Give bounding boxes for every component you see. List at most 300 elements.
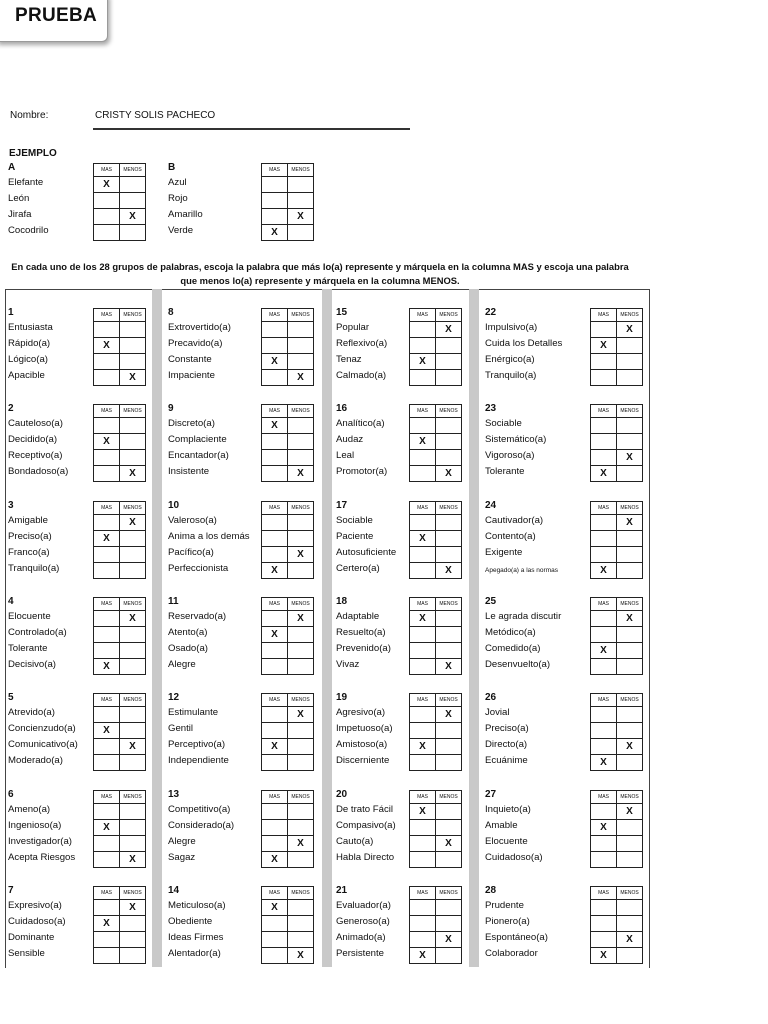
mas-checkbox-cell[interactable] <box>591 611 617 627</box>
menos-checkbox-cell[interactable]: X <box>120 852 146 868</box>
menos-checkbox-cell[interactable]: X <box>288 209 314 225</box>
menos-checkbox-cell[interactable] <box>288 643 314 659</box>
mas-checkbox-cell[interactable] <box>94 209 120 225</box>
menos-checkbox-cell[interactable]: X <box>120 370 146 386</box>
mas-checkbox-cell[interactable] <box>410 820 436 836</box>
mas-checkbox-cell[interactable] <box>410 450 436 466</box>
mas-checkbox-cell[interactable]: X <box>94 723 120 739</box>
menos-checkbox-cell[interactable] <box>120 563 146 579</box>
word-label: Generoso(a) <box>336 916 390 927</box>
mas-checkbox-cell[interactable] <box>591 659 617 675</box>
menos-checkbox-cell[interactable]: X <box>436 707 462 723</box>
menos-checkbox-cell[interactable]: X <box>436 563 462 579</box>
menos-checkbox-cell[interactable] <box>436 900 462 916</box>
menos-checkbox-cell[interactable] <box>288 916 314 932</box>
mas-menos-table <box>93 886 146 964</box>
menos-checkbox-cell[interactable] <box>120 643 146 659</box>
menos-checkbox-cell[interactable] <box>120 418 146 434</box>
mas-checkbox-cell[interactable] <box>591 515 617 531</box>
menos-checkbox-cell[interactable] <box>436 515 462 531</box>
mas-checkbox-cell[interactable] <box>591 418 617 434</box>
mas-checkbox-cell[interactable] <box>94 322 120 338</box>
group-number: 21 <box>336 885 348 896</box>
menos-checkbox-cell[interactable]: X <box>617 932 643 948</box>
mas-checkbox-cell[interactable] <box>410 852 436 868</box>
word-group <box>168 789 321 870</box>
col-header-menos: MENOS <box>120 502 146 515</box>
mas-checkbox-cell[interactable] <box>262 707 288 723</box>
menos-checkbox-cell[interactable]: X <box>617 322 643 338</box>
mas-checkbox-cell[interactable] <box>262 177 288 193</box>
mas-checkbox-cell[interactable]: X <box>410 611 436 627</box>
menos-checkbox-cell[interactable] <box>436 723 462 739</box>
menos-checkbox-cell[interactable] <box>436 531 462 547</box>
menos-checkbox-cell[interactable]: X <box>288 836 314 852</box>
word-label: Competitivo(a) <box>168 804 231 815</box>
mas-checkbox-cell[interactable] <box>262 466 288 482</box>
menos-checkbox-cell[interactable] <box>288 515 314 531</box>
mas-checkbox-cell[interactable] <box>94 643 120 659</box>
menos-checkbox-cell[interactable] <box>436 948 462 964</box>
menos-checkbox-cell[interactable]: X <box>617 611 643 627</box>
col-header-menos: MENOS <box>288 502 314 515</box>
menos-checkbox-cell[interactable] <box>288 627 314 643</box>
menos-checkbox-cell[interactable] <box>288 338 314 354</box>
word-label: Obediente <box>168 916 213 927</box>
menos-checkbox-cell[interactable] <box>436 338 462 354</box>
menos-checkbox-cell[interactable] <box>120 225 146 241</box>
menos-checkbox-cell[interactable] <box>288 900 314 916</box>
menos-checkbox-cell[interactable]: X <box>617 739 643 755</box>
mas-checkbox-cell[interactable]: X <box>410 434 436 450</box>
mas-checkbox-cell[interactable]: X <box>94 916 120 932</box>
mas-checkbox-cell[interactable] <box>94 900 120 916</box>
menos-checkbox-cell[interactable] <box>617 563 643 579</box>
menos-checkbox-cell[interactable] <box>436 434 462 450</box>
word-label: Rojo <box>168 193 188 204</box>
col-header-mas: MAS <box>262 694 288 707</box>
mas-checkbox-cell[interactable] <box>262 820 288 836</box>
menos-checkbox-cell[interactable] <box>617 643 643 659</box>
col-header-menos: MENOS <box>288 309 314 322</box>
mas-checkbox-cell[interactable] <box>410 900 436 916</box>
mas-checkbox-cell[interactable] <box>262 723 288 739</box>
mas-menos-table <box>590 790 643 868</box>
mas-checkbox-cell[interactable]: X <box>94 820 120 836</box>
word-group <box>485 596 650 677</box>
mas-checkbox-cell[interactable] <box>94 193 120 209</box>
menos-checkbox-cell[interactable]: X <box>436 659 462 675</box>
menos-checkbox-cell[interactable] <box>120 193 146 209</box>
menos-checkbox-cell[interactable] <box>617 434 643 450</box>
mas-checkbox-cell[interactable] <box>591 322 617 338</box>
mas-checkbox-cell[interactable] <box>591 531 617 547</box>
menos-checkbox-cell[interactable] <box>436 820 462 836</box>
mas-checkbox-cell[interactable]: X <box>262 739 288 755</box>
mas-checkbox-cell[interactable] <box>262 547 288 563</box>
mas-checkbox-cell[interactable] <box>410 563 436 579</box>
menos-checkbox-cell[interactable] <box>436 755 462 771</box>
word-label: Prudente <box>485 900 524 911</box>
mas-checkbox-cell[interactable] <box>410 515 436 531</box>
menos-checkbox-cell[interactable] <box>617 707 643 723</box>
mas-checkbox-cell[interactable] <box>591 739 617 755</box>
mas-checkbox-cell[interactable] <box>591 627 617 643</box>
mas-checkbox-cell[interactable] <box>410 627 436 643</box>
menos-checkbox-cell[interactable] <box>288 225 314 241</box>
mas-checkbox-cell[interactable]: X <box>410 354 436 370</box>
mas-checkbox-cell[interactable] <box>262 755 288 771</box>
word-label: Amable <box>485 820 518 831</box>
word-group <box>336 596 469 677</box>
menos-checkbox-cell[interactable] <box>436 547 462 563</box>
col-header-mas: MAS <box>94 694 120 707</box>
menos-checkbox-cell[interactable] <box>617 418 643 434</box>
word-label: Ideas Firmes <box>168 932 224 943</box>
menos-checkbox-cell[interactable]: X <box>288 370 314 386</box>
mas-checkbox-cell[interactable] <box>94 547 120 563</box>
mas-checkbox-cell[interactable]: X <box>591 466 617 482</box>
menos-checkbox-cell[interactable] <box>288 804 314 820</box>
mas-checkbox-cell[interactable] <box>94 563 120 579</box>
mas-checkbox-cell[interactable] <box>94 611 120 627</box>
mas-checkbox-cell[interactable] <box>410 916 436 932</box>
mas-checkbox-cell[interactable] <box>410 466 436 482</box>
mas-menos-table <box>590 308 643 386</box>
menos-checkbox-cell[interactable] <box>288 852 314 868</box>
col-header-mas: MAS <box>262 598 288 611</box>
mas-checkbox-cell[interactable] <box>410 643 436 659</box>
mas-checkbox-cell[interactable] <box>262 322 288 338</box>
mas-checkbox-cell[interactable] <box>262 611 288 627</box>
word-label: Atento(a) <box>168 627 208 638</box>
menos-checkbox-cell[interactable] <box>288 450 314 466</box>
menos-checkbox-cell[interactable] <box>120 450 146 466</box>
menos-checkbox-cell[interactable] <box>617 627 643 643</box>
mas-checkbox-cell[interactable] <box>591 547 617 563</box>
mas-checkbox-cell[interactable] <box>410 723 436 739</box>
mas-checkbox-cell[interactable] <box>262 932 288 948</box>
menos-checkbox-cell[interactable] <box>120 755 146 771</box>
menos-checkbox-cell[interactable] <box>288 820 314 836</box>
word-label: Insistente <box>168 466 210 477</box>
mas-checkbox-cell[interactable] <box>410 418 436 434</box>
menos-checkbox-cell[interactable] <box>120 322 146 338</box>
menos-checkbox-cell[interactable] <box>617 338 643 354</box>
menos-checkbox-cell[interactable] <box>617 916 643 932</box>
menos-checkbox-cell[interactable] <box>120 627 146 643</box>
mas-checkbox-cell[interactable]: X <box>410 948 436 964</box>
menos-checkbox-cell[interactable] <box>436 627 462 643</box>
col-header-menos: MENOS <box>617 405 643 418</box>
mas-checkbox-cell[interactable] <box>410 370 436 386</box>
mas-checkbox-cell[interactable] <box>262 450 288 466</box>
mas-checkbox-cell[interactable] <box>262 804 288 820</box>
menos-checkbox-cell[interactable] <box>120 932 146 948</box>
menos-checkbox-cell[interactable] <box>288 739 314 755</box>
group-number: 20 <box>336 789 348 800</box>
word-label: Considerado(a) <box>168 820 235 831</box>
col-header-mas: MAS <box>591 791 617 804</box>
mas-checkbox-cell[interactable] <box>94 370 120 386</box>
mas-checkbox-cell[interactable]: X <box>591 948 617 964</box>
word-label: Alegre <box>168 659 196 670</box>
menos-checkbox-cell[interactable] <box>288 322 314 338</box>
mas-checkbox-cell[interactable] <box>262 209 288 225</box>
mas-checkbox-cell[interactable]: X <box>410 531 436 547</box>
mas-checkbox-cell[interactable]: X <box>262 852 288 868</box>
mas-checkbox-cell[interactable]: X <box>262 563 288 579</box>
mas-checkbox-cell[interactable] <box>94 515 120 531</box>
word-label: Acepta Riesgos <box>8 852 76 863</box>
col-header-mas: MAS <box>94 405 120 418</box>
menos-checkbox-cell[interactable] <box>120 804 146 820</box>
mas-checkbox-cell[interactable] <box>262 370 288 386</box>
mas-checkbox-cell[interactable] <box>94 354 120 370</box>
col-header-mas: MAS <box>94 502 120 515</box>
menos-checkbox-cell[interactable] <box>288 177 314 193</box>
menos-checkbox-cell[interactable] <box>120 434 146 450</box>
menos-checkbox-cell[interactable]: X <box>436 466 462 482</box>
col-header-menos: MENOS <box>288 405 314 418</box>
mas-checkbox-cell[interactable]: X <box>591 820 617 836</box>
menos-checkbox-cell[interactable] <box>617 900 643 916</box>
mas-checkbox-cell[interactable] <box>591 354 617 370</box>
mas-checkbox-cell[interactable] <box>262 948 288 964</box>
mas-checkbox-cell[interactable]: X <box>591 563 617 579</box>
mas-checkbox-cell[interactable] <box>262 338 288 354</box>
menos-checkbox-cell[interactable]: X <box>120 900 146 916</box>
menos-checkbox-cell[interactable] <box>617 852 643 868</box>
menos-checkbox-cell[interactable] <box>436 804 462 820</box>
mas-checkbox-cell[interactable]: X <box>262 418 288 434</box>
col-header-menos: MENOS <box>288 791 314 804</box>
mas-checkbox-cell[interactable]: X <box>262 900 288 916</box>
menos-checkbox-cell[interactable] <box>617 370 643 386</box>
mas-checkbox-cell[interactable] <box>410 322 436 338</box>
mas-checkbox-cell[interactable] <box>410 932 436 948</box>
menos-checkbox-cell[interactable]: X <box>120 515 146 531</box>
mas-checkbox-cell[interactable]: X <box>410 739 436 755</box>
menos-checkbox-cell[interactable]: X <box>617 450 643 466</box>
menos-checkbox-cell[interactable] <box>120 547 146 563</box>
mas-checkbox-cell[interactable] <box>591 370 617 386</box>
mas-checkbox-cell[interactable]: X <box>262 627 288 643</box>
mas-menos-table <box>93 693 146 771</box>
menos-checkbox-cell[interactable]: X <box>436 836 462 852</box>
nombre-label: Nombre: <box>10 110 49 121</box>
mas-checkbox-cell[interactable] <box>591 723 617 739</box>
mas-checkbox-cell[interactable] <box>410 547 436 563</box>
menos-checkbox-cell[interactable] <box>120 723 146 739</box>
menos-checkbox-cell[interactable] <box>436 739 462 755</box>
mas-checkbox-cell[interactable] <box>410 755 436 771</box>
mas-checkbox-cell[interactable] <box>262 836 288 852</box>
mas-checkbox-cell[interactable] <box>591 434 617 450</box>
col-header-menos: MENOS <box>288 598 314 611</box>
mas-menos-table <box>261 693 314 771</box>
menos-checkbox-cell[interactable] <box>436 450 462 466</box>
mas-checkbox-cell[interactable]: X <box>591 338 617 354</box>
mas-checkbox-cell[interactable] <box>262 515 288 531</box>
word-label: Comedido(a) <box>485 643 541 654</box>
mas-checkbox-cell[interactable] <box>262 916 288 932</box>
word-label: Extrovertido(a) <box>168 322 231 333</box>
menos-checkbox-cell[interactable]: X <box>436 932 462 948</box>
menos-checkbox-cell[interactable] <box>436 418 462 434</box>
menos-checkbox-cell[interactable] <box>617 547 643 563</box>
menos-checkbox-cell[interactable]: X <box>120 466 146 482</box>
menos-checkbox-cell[interactable] <box>617 354 643 370</box>
menos-checkbox-cell[interactable] <box>288 434 314 450</box>
word-group <box>336 403 469 484</box>
menos-checkbox-cell[interactable] <box>288 723 314 739</box>
mas-checkbox-cell[interactable] <box>94 804 120 820</box>
mas-checkbox-cell[interactable] <box>94 739 120 755</box>
nombre-underline <box>93 128 410 130</box>
menos-checkbox-cell[interactable] <box>617 659 643 675</box>
word-label: Discreto(a) <box>168 418 215 429</box>
menos-checkbox-cell[interactable]: X <box>288 948 314 964</box>
group-number: B <box>168 162 176 173</box>
mas-checkbox-cell[interactable]: X <box>591 643 617 659</box>
menos-checkbox-cell[interactable] <box>436 643 462 659</box>
mas-checkbox-cell[interactable] <box>591 450 617 466</box>
menos-checkbox-cell[interactable] <box>120 820 146 836</box>
mas-menos-table <box>409 501 462 579</box>
menos-checkbox-cell[interactable] <box>120 707 146 723</box>
menos-checkbox-cell[interactable] <box>288 354 314 370</box>
mas-checkbox-cell[interactable]: X <box>94 177 120 193</box>
mas-checkbox-cell[interactable] <box>591 932 617 948</box>
menos-checkbox-cell[interactable] <box>436 916 462 932</box>
menos-checkbox-cell[interactable] <box>617 948 643 964</box>
mas-checkbox-cell[interactable] <box>262 434 288 450</box>
mas-checkbox-cell[interactable] <box>410 659 436 675</box>
mas-checkbox-cell[interactable]: X <box>94 338 120 354</box>
menos-checkbox-cell[interactable] <box>120 354 146 370</box>
word-label: Sociable <box>485 418 522 429</box>
menos-checkbox-cell[interactable] <box>617 820 643 836</box>
mas-checkbox-cell[interactable] <box>94 627 120 643</box>
menos-checkbox-cell[interactable]: X <box>617 515 643 531</box>
mas-checkbox-cell[interactable]: X <box>94 434 120 450</box>
mas-checkbox-cell[interactable] <box>262 531 288 547</box>
word-label: De trato Fácil <box>336 804 394 815</box>
prueba-tab[interactable] <box>0 0 108 42</box>
mas-checkbox-cell[interactable] <box>94 852 120 868</box>
mas-checkbox-cell[interactable]: X <box>410 804 436 820</box>
col-header-mas: MAS <box>262 405 288 418</box>
mas-checkbox-cell[interactable]: X <box>262 225 288 241</box>
col-header-mas: MAS <box>262 309 288 322</box>
mas-checkbox-cell[interactable] <box>591 804 617 820</box>
mas-checkbox-cell[interactable] <box>94 450 120 466</box>
menos-checkbox-cell[interactable] <box>120 338 146 354</box>
mas-checkbox-cell[interactable] <box>94 418 120 434</box>
mas-checkbox-cell[interactable] <box>262 193 288 209</box>
menos-checkbox-cell[interactable]: X <box>288 611 314 627</box>
menos-checkbox-cell[interactable] <box>436 354 462 370</box>
mas-checkbox-cell[interactable] <box>410 707 436 723</box>
mas-checkbox-cell[interactable] <box>94 225 120 241</box>
menos-checkbox-cell[interactable] <box>288 932 314 948</box>
mas-checkbox-cell[interactable] <box>591 852 617 868</box>
menos-checkbox-cell[interactable] <box>120 659 146 675</box>
mas-checkbox-cell[interactable] <box>591 916 617 932</box>
menos-checkbox-cell[interactable] <box>120 948 146 964</box>
word-label: Enérgico(a) <box>485 354 535 365</box>
mas-checkbox-cell[interactable] <box>94 932 120 948</box>
menos-checkbox-cell[interactable] <box>617 723 643 739</box>
menos-checkbox-cell[interactable]: X <box>120 209 146 225</box>
menos-checkbox-cell[interactable] <box>436 611 462 627</box>
col-header-mas: MAS <box>410 309 436 322</box>
menos-checkbox-cell[interactable]: X <box>617 804 643 820</box>
mas-checkbox-cell[interactable] <box>94 466 120 482</box>
menos-checkbox-cell[interactable] <box>288 531 314 547</box>
menos-checkbox-cell[interactable]: X <box>120 739 146 755</box>
mas-checkbox-cell[interactable] <box>410 338 436 354</box>
word-label: Amigable <box>8 515 48 526</box>
word-label: Ecuánime <box>485 755 528 766</box>
mas-checkbox-cell[interactable]: X <box>94 659 120 675</box>
menos-checkbox-cell[interactable]: X <box>436 322 462 338</box>
menos-checkbox-cell[interactable] <box>436 852 462 868</box>
menos-checkbox-cell[interactable] <box>120 916 146 932</box>
word-label: Estimulante <box>168 707 219 718</box>
column-separator <box>152 289 162 967</box>
menos-checkbox-cell[interactable] <box>288 418 314 434</box>
menos-checkbox-cell[interactable] <box>120 177 146 193</box>
mas-checkbox-cell[interactable] <box>94 707 120 723</box>
col-header-menos: MENOS <box>617 887 643 900</box>
menos-checkbox-cell[interactable]: X <box>288 466 314 482</box>
group-number: 26 <box>485 692 497 703</box>
menos-checkbox-cell[interactable] <box>120 836 146 852</box>
menos-checkbox-cell[interactable] <box>617 755 643 771</box>
mas-checkbox-cell[interactable]: X <box>94 531 120 547</box>
mas-checkbox-cell[interactable] <box>591 900 617 916</box>
menos-checkbox-cell[interactable] <box>120 531 146 547</box>
menos-checkbox-cell[interactable] <box>288 193 314 209</box>
mas-checkbox-cell[interactable] <box>262 643 288 659</box>
menos-checkbox-cell[interactable] <box>436 370 462 386</box>
mas-checkbox-cell[interactable] <box>410 836 436 852</box>
mas-checkbox-cell[interactable] <box>591 836 617 852</box>
mas-checkbox-cell[interactable] <box>94 948 120 964</box>
menos-checkbox-cell[interactable] <box>617 466 643 482</box>
mas-checkbox-cell[interactable]: X <box>591 755 617 771</box>
menos-checkbox-cell[interactable]: X <box>288 707 314 723</box>
mas-menos-table <box>261 163 314 241</box>
mas-checkbox-cell[interactable]: X <box>262 354 288 370</box>
menos-checkbox-cell[interactable] <box>288 563 314 579</box>
mas-checkbox-cell[interactable] <box>262 659 288 675</box>
menos-checkbox-cell[interactable] <box>617 531 643 547</box>
mas-checkbox-cell[interactable] <box>94 836 120 852</box>
menos-checkbox-cell[interactable] <box>288 659 314 675</box>
menos-checkbox-cell[interactable]: X <box>288 547 314 563</box>
menos-checkbox-cell[interactable] <box>617 836 643 852</box>
word-label: Analítico(a) <box>336 418 385 429</box>
word-group <box>8 307 153 388</box>
mas-checkbox-cell[interactable] <box>94 755 120 771</box>
menos-checkbox-cell[interactable] <box>288 755 314 771</box>
word-label: Atrevido(a) <box>8 707 55 718</box>
mas-checkbox-cell[interactable] <box>591 707 617 723</box>
menos-checkbox-cell[interactable]: X <box>120 611 146 627</box>
